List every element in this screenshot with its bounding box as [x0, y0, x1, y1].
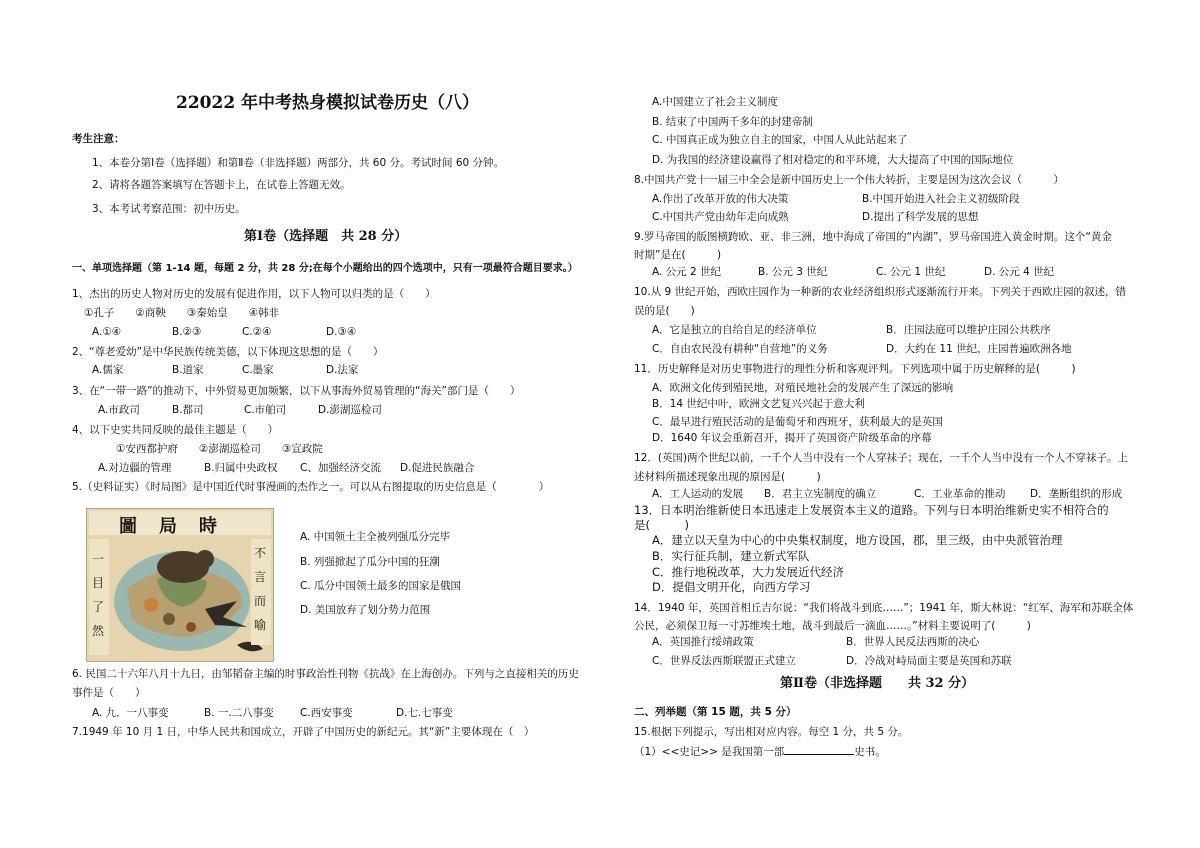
option-c: C.②④ [242, 326, 272, 338]
option-d: D.七.七事变 [396, 707, 453, 719]
option-b: B．君主立宪制度的确立 [764, 488, 877, 500]
option-c: C. 中国真正成为独立自主的国家，中国人从此站起来了 [652, 134, 908, 146]
option-a: A．它是独立的自给自足的经济单位 [652, 324, 817, 336]
option-b: B. 一.二八事变 [204, 707, 274, 719]
question-stem-cont: 是( ) [634, 518, 689, 532]
question-stem-cont: 时期”是在( ) [634, 249, 722, 261]
option-d: D. 为我国的经济建设赢得了相对稳定的和平环境，大大提高了中国的国际地位 [652, 154, 1014, 166]
question-stem-cont: 事件是（ ） [72, 687, 146, 699]
question-stem: 11．历史解释是对历史事物进行的理性分析和客观评判。下列选项中属于历史解释的是( ) [634, 363, 1076, 375]
option-c: C.西安事变 [300, 707, 353, 719]
option-d: D．1640 年议会重新召开，揭开了英国资产阶级革命的序幕 [652, 432, 932, 444]
option-c: C．最早进行殖民活动的是葡萄牙和西班牙，获利最大的是英国 [652, 416, 943, 428]
option-c: C、加强经济交流 [300, 462, 381, 474]
option-d: D. 美国放弃了划分势力范围 [300, 604, 431, 616]
question-stem-cont: 公民，必须保卫每一寸苏维埃土地，战斗到最后一滴血……。”材料主要说明了( ) [634, 620, 1031, 632]
option-c: C. 公元 1 世纪 [876, 266, 946, 278]
option-d: D.促进民族融合 [400, 462, 475, 474]
option-c: C．推行地税改革，大力发展近代经济 [652, 565, 845, 579]
option-a: A. 公元 2 世纪 [652, 266, 722, 278]
option-a: A．欧洲文化传到殖民地，对殖民地社会的发展产生了深远的影响 [652, 382, 954, 394]
option-c: C.中国共产党由幼年走向成熟 [652, 211, 789, 223]
question-stem: 12．(英国)两个世纪以前，一千个人当中没有一个人穿袜子；现在，一千个人当中没有一个人不穿袜子。上 [634, 452, 1129, 464]
option-d: D. 公元 4 世纪 [984, 266, 1055, 278]
cartoon-title: 圖局時 [119, 516, 239, 537]
question-stem: 6. 民国二十六年八月十九日，由邹韬奋主编的时事政治性刊物《抗战》在上海创办。下列与之直接相关的历史 [72, 668, 579, 680]
question-items: ①安西都护府 ②澎湖巡检司 ③宣政院 [116, 443, 323, 455]
option-d: D.澎湖巡检司 [318, 404, 382, 416]
option-c: C．世界反法西斯联盟正式建立 [652, 655, 796, 667]
option-b: B．庄园法庭可以维护庄园公共秩序 [886, 324, 1051, 336]
question-stem: 2、“尊老爱幼”是中华民族传统美德，以下体现这思想的是（ ） [72, 346, 384, 358]
option-b: B．14 世纪中叶，欧洲文艺复兴兴起于意大利 [652, 398, 865, 410]
option-d: D.③④ [326, 326, 357, 338]
answer-blank[interactable] [784, 744, 854, 755]
notice-item: 2、请将各题答案填写在答题卡上，在试卷上答题无效。 [92, 179, 351, 191]
option-d: D．垄断组织的形成 [1030, 488, 1123, 500]
question-stem-cont: 误的是( ) [634, 305, 695, 317]
option-d: D．提倡文明开化，向西方学习 [652, 580, 811, 594]
shiju-tu-cartoon [86, 508, 274, 662]
option-d: D.法家 [326, 364, 359, 376]
notice-item: 3、本考试考察范围：初中历史。 [92, 203, 246, 215]
cartoon-left-caption: 一目了然 [92, 552, 105, 638]
option-a: A.①④ [92, 326, 122, 338]
question-stem: 9.罗马帝国的版图横跨欧、亚、非三洲，地中海成了帝国的“内湖”，罗马帝国进入黄金时期。这个“黄金 [634, 231, 1112, 243]
section2-heading: 二、列举题（第 15 题，共 5 分） [634, 706, 797, 718]
option-c: C. 瓜分中国领土最多的国家是俄国 [300, 580, 462, 592]
option-b: B.②③ [172, 326, 202, 338]
question-stem: 7.1949 年 10 月 1 日，中华人民共和国成立，开辟了中国历史的新纪元。其“新”主要体现在（ ） [72, 726, 535, 738]
question-stem: 1、杰出的历史人物对历史的发展有促进作用，以下人物可以归类的是（ ） [72, 288, 436, 300]
question-stem: 14．1940 年，英国首相丘吉尔说：“我们将战斗到底……”；1941 年，斯大林说：“红军、海军和苏联全体 [634, 602, 1134, 614]
question-stem: 5.（史料证实）《时局图》是中国近代时事漫画的杰作之一。可以从右图提取的历史信息是（ ） [72, 481, 550, 493]
notice-heading: 考生注意： [72, 133, 125, 145]
option-d: D.提出了科学发展的思想 [862, 211, 979, 223]
part2-title: 第Ⅱ卷（非选择题 共 32 分） [780, 676, 975, 691]
option-d: D．大约在 11 世纪，庄园普遍欧洲各地 [886, 343, 1072, 355]
option-b: B.中国开始进入社会主义初级阶段 [862, 193, 1020, 205]
question-items: ①孔子 ②商鞅 ③秦始皇 ④韩非 [84, 307, 280, 319]
option-b: B．实行征兵制，建立新式军队 [652, 549, 810, 563]
option-a: A.对边疆的管理 [98, 462, 172, 474]
option-b: B．世界人民反法西斯的决心 [846, 636, 980, 648]
option-a: A. 中国领土主全被列强瓜分完毕 [300, 531, 451, 543]
option-a: A．建立以天皇为中心的中央集权制度，地方设国，郡，里三级，由中央派管治理 [652, 533, 1063, 547]
option-b: B.归属中央政权 [204, 462, 278, 474]
option-c: C.市舶司 [244, 404, 287, 416]
option-a: A.儒家 [92, 364, 124, 376]
question-stem: 13．日本明治维新使日本迅速走上发展资本主义的道路。下列与日本明治维新史实不相符合的 [634, 503, 1109, 517]
option-c: C．自由农民没有耕种“自营地”的义务 [652, 343, 828, 355]
option-c: C．工业革命的推动 [914, 488, 1006, 500]
cartoon-right-caption: 不言而喻 [254, 546, 267, 632]
option-b: B.道家 [172, 364, 204, 376]
option-c: C.墨家 [242, 364, 274, 376]
fill-in-item [634, 744, 886, 759]
question-stem: 3、在“一带一路”的推动下，中外贸易更加频繁，以下从事海外贸易管理的“海关”部门是（ ） [72, 385, 521, 397]
fill-in-prefix: （1）<<史记>> 是我国第一部 [634, 746, 785, 758]
option-b: B. 列强掀起了瓜分中国的狂潮 [300, 556, 440, 568]
fill-in-suffix: 史书。 [854, 746, 886, 758]
notice-item: 1、本卷分第Ⅰ卷（选择题）和第Ⅱ卷（非选择题）两部分，共 60 分。考试时间 60 分钟。 [92, 157, 505, 169]
option-d: D．冷战对峙局面主要是英国和苏联 [846, 655, 1012, 667]
question-stem: 8.中国共产党十一届三中全会是新中国历史上一个伟大转折，主要是因为这次会议（ ） [634, 174, 1065, 186]
question-stem: 4、以下史实共同反映的最佳主题是（ ） [72, 424, 279, 436]
option-a: A．工人运动的发展 [652, 488, 744, 500]
question-stem: 10.从 9 世纪开始，西欧庄园作为一种新的农业经济组织形式逐渐流行开来。下列关于西欧庄园的叙述，错 [634, 286, 1127, 298]
option-a: A.作出了改革开放的伟大决策 [652, 193, 789, 205]
part1-title: 第Ⅰ卷（选择题 共 28 分） [244, 229, 408, 244]
option-a: A．英国推行绥靖政策 [652, 636, 754, 648]
option-a: A.中国建立了社会主义制度 [652, 96, 778, 108]
option-a: A.市政司 [98, 404, 140, 416]
question-stem-cont: 述材料所描述现象出现的原因是( ) [634, 471, 821, 483]
section1-heading: 一、单项选择题（第 1-14 题，每题 2 分，共 28 分;在每个小题给出的四个选项中，只有一项最符合题目要求。） [72, 263, 578, 274]
option-b: B. 结束了中国两千多年的封建帝制 [652, 116, 813, 128]
page-title: 22022 年中考热身模拟试卷历史（八） [176, 93, 480, 113]
option-b: B.都司 [172, 404, 204, 416]
option-b: B. 公元 3 世纪 [758, 266, 828, 278]
option-a: A. 九．一八事变 [92, 707, 169, 719]
question-stem: 15.根据下列提示，写出相对应内容。每空 1 分，共 5 分。 [634, 726, 909, 738]
